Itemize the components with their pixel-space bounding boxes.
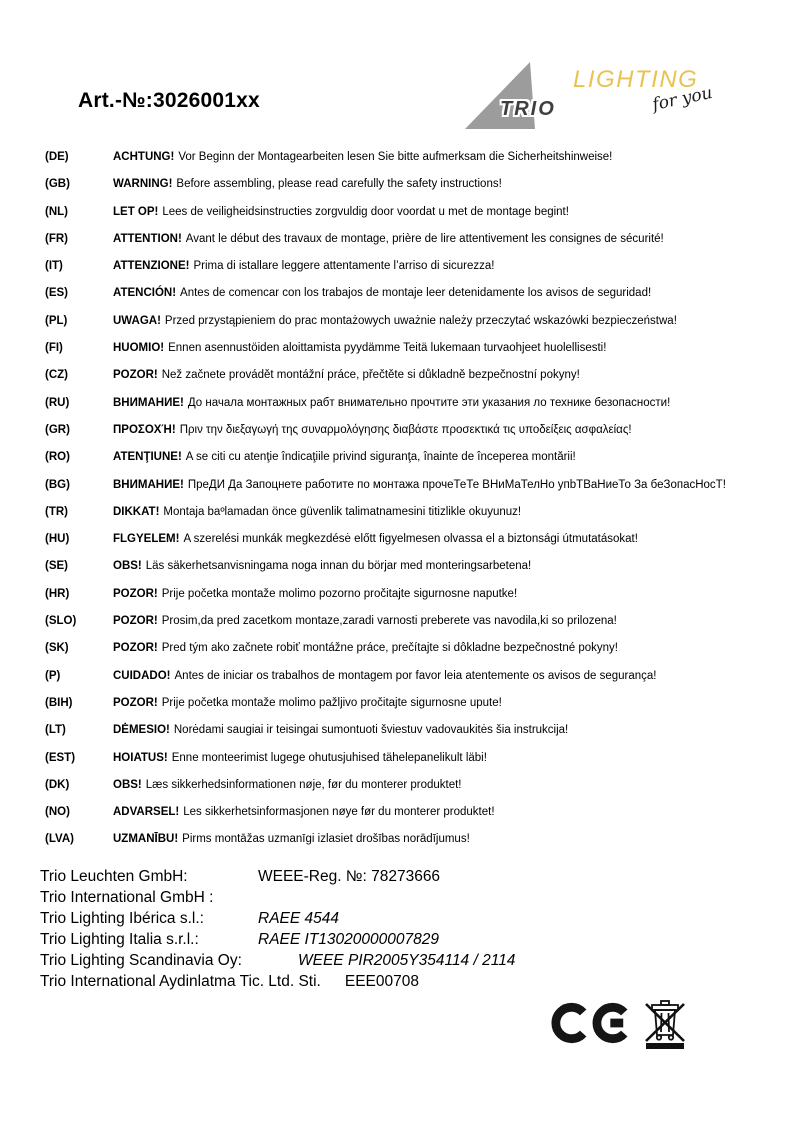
- warning-text: [113, 286, 651, 300]
- language-code: (BG): [45, 478, 70, 491]
- logo-triangle-icon: [463, 60, 573, 132]
- company-name: Trio Lighting Italia s.r.l.:: [40, 931, 199, 948]
- language-code: (HR): [45, 587, 70, 600]
- language-code: (SE): [45, 560, 68, 573]
- warning-row: [45, 614, 790, 641]
- warning-body: Pred tým ako začnete robiť montážne práce, prečítajte si dôkladne bezpečnostné pokyny!: [161, 642, 619, 655]
- language-code: (FI): [45, 342, 63, 355]
- warning-keyword: ΠΡΟΣΟΧΉ!: [113, 423, 176, 436]
- warning-body: A se citi cu atenţie îndicaţiile privind siguranţa, înainte de începerea montării!: [185, 451, 576, 464]
- warning-text: [113, 505, 521, 519]
- warning-body: Prije početka montaže molimo pozorno pročitajte sigurnosne naputke!: [161, 587, 518, 600]
- warning-row: [45, 641, 790, 668]
- language-code: (NL): [45, 205, 68, 218]
- warning-list: [45, 150, 790, 860]
- warning-text: [113, 259, 495, 273]
- warning-keyword: UZMANĪBU!: [113, 833, 179, 846]
- language-code: (P): [45, 669, 61, 682]
- registration-row: [40, 950, 515, 971]
- registration-row: [40, 971, 515, 992]
- warning-text: [113, 341, 606, 355]
- warning-body: До начала монтажных рабт внимательно прочтите эти указания ло технике безопасности!: [187, 396, 671, 409]
- warning-row: [45, 805, 790, 832]
- registration-row: [40, 908, 515, 929]
- warning-keyword: ATENŢIUNE!: [113, 451, 182, 464]
- warning-text: [113, 559, 531, 573]
- language-code: (IT): [45, 260, 63, 273]
- language-code: (GB): [45, 178, 70, 191]
- warning-keyword: ATTENZIONE!: [113, 260, 190, 273]
- language-code: (ES): [45, 287, 68, 300]
- warning-body: Prima di istallare leggere attentamente l’arriso di sicurezza!: [193, 260, 495, 273]
- warning-keyword: ВНИМАНИЕ!: [113, 396, 184, 409]
- registration-row: [40, 866, 515, 887]
- warning-row: [45, 177, 790, 204]
- warning-row: [45, 286, 790, 313]
- language-code: (BIH): [45, 696, 73, 709]
- warning-keyword: OBS!: [113, 560, 142, 573]
- company-name: Trio International GmbH :: [40, 889, 214, 906]
- warning-text: [113, 805, 495, 819]
- warning-row: [45, 259, 790, 286]
- warning-row: [45, 723, 790, 750]
- warning-keyword: POZOR!: [113, 587, 158, 600]
- warning-keyword: OBS!: [113, 778, 142, 791]
- warning-text: [113, 723, 568, 737]
- warning-keyword: ATTENTION!: [113, 232, 182, 245]
- language-code: (SK): [45, 642, 69, 655]
- warning-row: [45, 832, 790, 859]
- warning-keyword: ACHTUNG!: [113, 151, 175, 163]
- warning-row: [45, 450, 790, 477]
- warning-row: [45, 751, 790, 778]
- warning-row: [45, 778, 790, 805]
- warning-body: Before assembling, please read carefully the safety instructions!: [176, 178, 502, 191]
- warning-row: [45, 314, 790, 341]
- warning-body: Pirms montāžas uzmanīgi izlasiet drošības norādījumus!: [182, 833, 470, 846]
- warning-text: [113, 314, 677, 328]
- warning-body: Przed przystąpieniem do prac montażowych uważnie należy przeczytać wskazówki bezpieczeństwa!: [164, 314, 677, 327]
- registration-row: [40, 929, 515, 950]
- warning-text: [113, 614, 617, 628]
- registration-number: WEEE PIR2005Y354114 / 2114: [298, 952, 516, 969]
- warning-body: Prosim,da pred zacetkom montaze,zaradi varnosti preberete vas navodila,ki so prilozena!: [161, 615, 617, 628]
- registration-number: RAEE 4544: [258, 910, 339, 927]
- warning-keyword: HOIATUS!: [113, 751, 168, 764]
- warning-keyword: POZOR!: [113, 642, 158, 655]
- warning-text: [113, 751, 487, 765]
- language-code: (PL): [45, 314, 68, 327]
- warning-row: [45, 205, 790, 232]
- warning-row: [45, 505, 790, 532]
- warning-text: [113, 669, 657, 683]
- registration-number: EEE00708: [344, 973, 419, 990]
- ce-mark-icon: [551, 999, 629, 1047]
- warning-body: Enne monteerimist lugege ohutusjuhised tähelepanelikult läbi!: [171, 751, 487, 764]
- language-code: (HU): [45, 533, 70, 546]
- language-code: (GR): [45, 423, 70, 436]
- company-name: Trio Leuchten GmbH:: [40, 868, 188, 885]
- warning-text: [113, 423, 632, 437]
- warning-keyword: ВНИМАНИЕ!: [113, 478, 184, 491]
- warning-body: ПреДИ Да Запоцнете работите по монтажа прочеТеТе ВНиМаТелНо упbТВаНиеТо За беЗопасНосТ!: [187, 478, 726, 491]
- registration-number: WEEE-Reg. №: 78273666: [258, 868, 441, 885]
- language-code: (TR): [45, 505, 68, 518]
- warning-body: Antes de iniciar os trabalhos de montagem por favor leia atentemente os avisos de segurança!: [174, 669, 657, 682]
- warning-body: Montaja baºlamadan önce güvenlik talimatnamesini titizlikle okuyunuz!: [163, 505, 522, 518]
- logo-lighting-text: LIGHTING: [573, 66, 699, 93]
- warning-row: [45, 669, 790, 696]
- warning-body: Vor Beginn der Montagearbeiten lesen Sie bitte aufmerksam die Sicherheitshinweise!: [178, 151, 613, 163]
- language-code: (SLO): [45, 615, 77, 628]
- warning-keyword: HUOMIO!: [113, 342, 165, 355]
- registration-row: [40, 887, 515, 908]
- warning-body: Lees de veiligheidsinstructies zorgvuldig door voordat u met de montage begint!: [162, 205, 569, 218]
- warning-body: Antes de comencar con los trabajos de montaje leer detenidamente los avisos de seguridad!: [180, 287, 652, 300]
- registration-block: [40, 866, 515, 992]
- logo-brand-text: TRIO: [500, 98, 556, 120]
- warning-row: [45, 696, 790, 723]
- language-code: (DE): [45, 151, 69, 163]
- language-code: (EST): [45, 751, 76, 764]
- language-code: (DK): [45, 778, 70, 791]
- warning-text: [113, 396, 670, 410]
- warning-row: [45, 368, 790, 395]
- warning-body: Läs säkerhetsanvisningama noga innan du börjar med monteringsarbetena!: [145, 560, 532, 573]
- logo-for-you-script: for you: [650, 82, 715, 116]
- warning-body: Les sikkerhetsinformasjonen nøye før du monterer produktet!: [183, 806, 495, 819]
- warning-keyword: FLGYELEM!: [113, 533, 180, 546]
- warning-row: [45, 559, 790, 586]
- company-name: Trio Lighting Scandinavia Oy:: [40, 952, 242, 969]
- warning-text: [113, 205, 569, 219]
- warning-text: [113, 232, 664, 246]
- language-code: (FR): [45, 232, 68, 245]
- warning-body: Læs sikkerhedsinformationen nøje, før du monterer produktet!: [145, 778, 462, 791]
- warning-keyword: WARNING!: [113, 178, 173, 191]
- weee-crossed-bin-icon: [645, 999, 685, 1049]
- warning-row: [45, 587, 790, 614]
- warning-body: Než začnete provádět montážní práce, přečtěte si důkladně bezpečnostní pokyny!: [161, 369, 580, 382]
- company-name: Trio Lighting Ibérica s.l.:: [40, 910, 204, 927]
- warning-row: [45, 396, 790, 423]
- warning-keyword: POZOR!: [113, 615, 158, 628]
- warning-keyword: UWAGA!: [113, 314, 161, 327]
- warning-row: [45, 341, 790, 368]
- language-code: (CZ): [45, 369, 68, 382]
- warning-body: Norėdami saugiai ir teisingai sumontuoti šviestuv vadovaukitės šia instrukcija!: [173, 724, 569, 737]
- warning-keyword: LET OP!: [113, 205, 159, 218]
- warning-body: Πριν την διεξαγωγή της συναρμολόγησης διαβάστε προσεκτικά τις υποδείξεις ασφαλείας!: [179, 423, 632, 436]
- warning-keyword: POZOR!: [113, 696, 158, 709]
- language-code: (LT): [45, 724, 66, 737]
- warning-row: [45, 478, 790, 505]
- warning-keyword: DIKKAT!: [113, 505, 160, 518]
- warning-text: [113, 150, 612, 164]
- warning-text: [113, 450, 576, 464]
- warning-row: [45, 150, 790, 177]
- warning-row: [45, 532, 790, 559]
- language-code: (RO): [45, 451, 70, 464]
- warning-keyword: POZOR!: [113, 369, 158, 382]
- warning-body: Ennen asennustöiden aloittamista pyydämme Teitä lukemaan turvaohjeet huolellisesti!: [168, 342, 607, 355]
- warning-text: [113, 696, 502, 710]
- warning-keyword: CUIDADO!: [113, 669, 171, 682]
- language-code: (NO): [45, 806, 70, 819]
- warning-text: [113, 832, 470, 846]
- warning-text: [113, 368, 580, 382]
- trio-lighting-logo: [463, 60, 723, 132]
- warning-keyword: DĖMESIO!: [113, 724, 170, 737]
- warning-text: [113, 532, 638, 546]
- registration-number: RAEE IT13020000007829: [258, 931, 439, 948]
- warning-text: [113, 641, 618, 655]
- warning-text: [113, 587, 517, 601]
- language-code: (LVA): [45, 833, 74, 846]
- warning-keyword: ADVARSEL!: [113, 806, 180, 819]
- warning-text: [113, 177, 502, 191]
- warning-body: Prije početka montaže molimo pažljivo pročitajte sigurnosne upute!: [161, 696, 502, 709]
- warning-text: [113, 778, 462, 792]
- warning-row: [45, 423, 790, 450]
- company-name: Trio International Aydinlatma Tic. Ltd. Sti.: [40, 973, 321, 990]
- warning-body: Avant le début des travaux de montage, prière de lire attentivement les consignes de sécurité!: [185, 232, 664, 245]
- article-number: Art.-№:3026001xx: [78, 89, 260, 112]
- language-code: (RU): [45, 396, 70, 409]
- warning-keyword: ATENCIÓN!: [113, 287, 177, 300]
- warning-text: [113, 478, 726, 492]
- warning-row: [45, 232, 790, 259]
- warning-body: A szerelési munkák megkezdésė előtt figyelmesen olvassa el a biztonsági útmutatásokat!: [183, 533, 638, 546]
